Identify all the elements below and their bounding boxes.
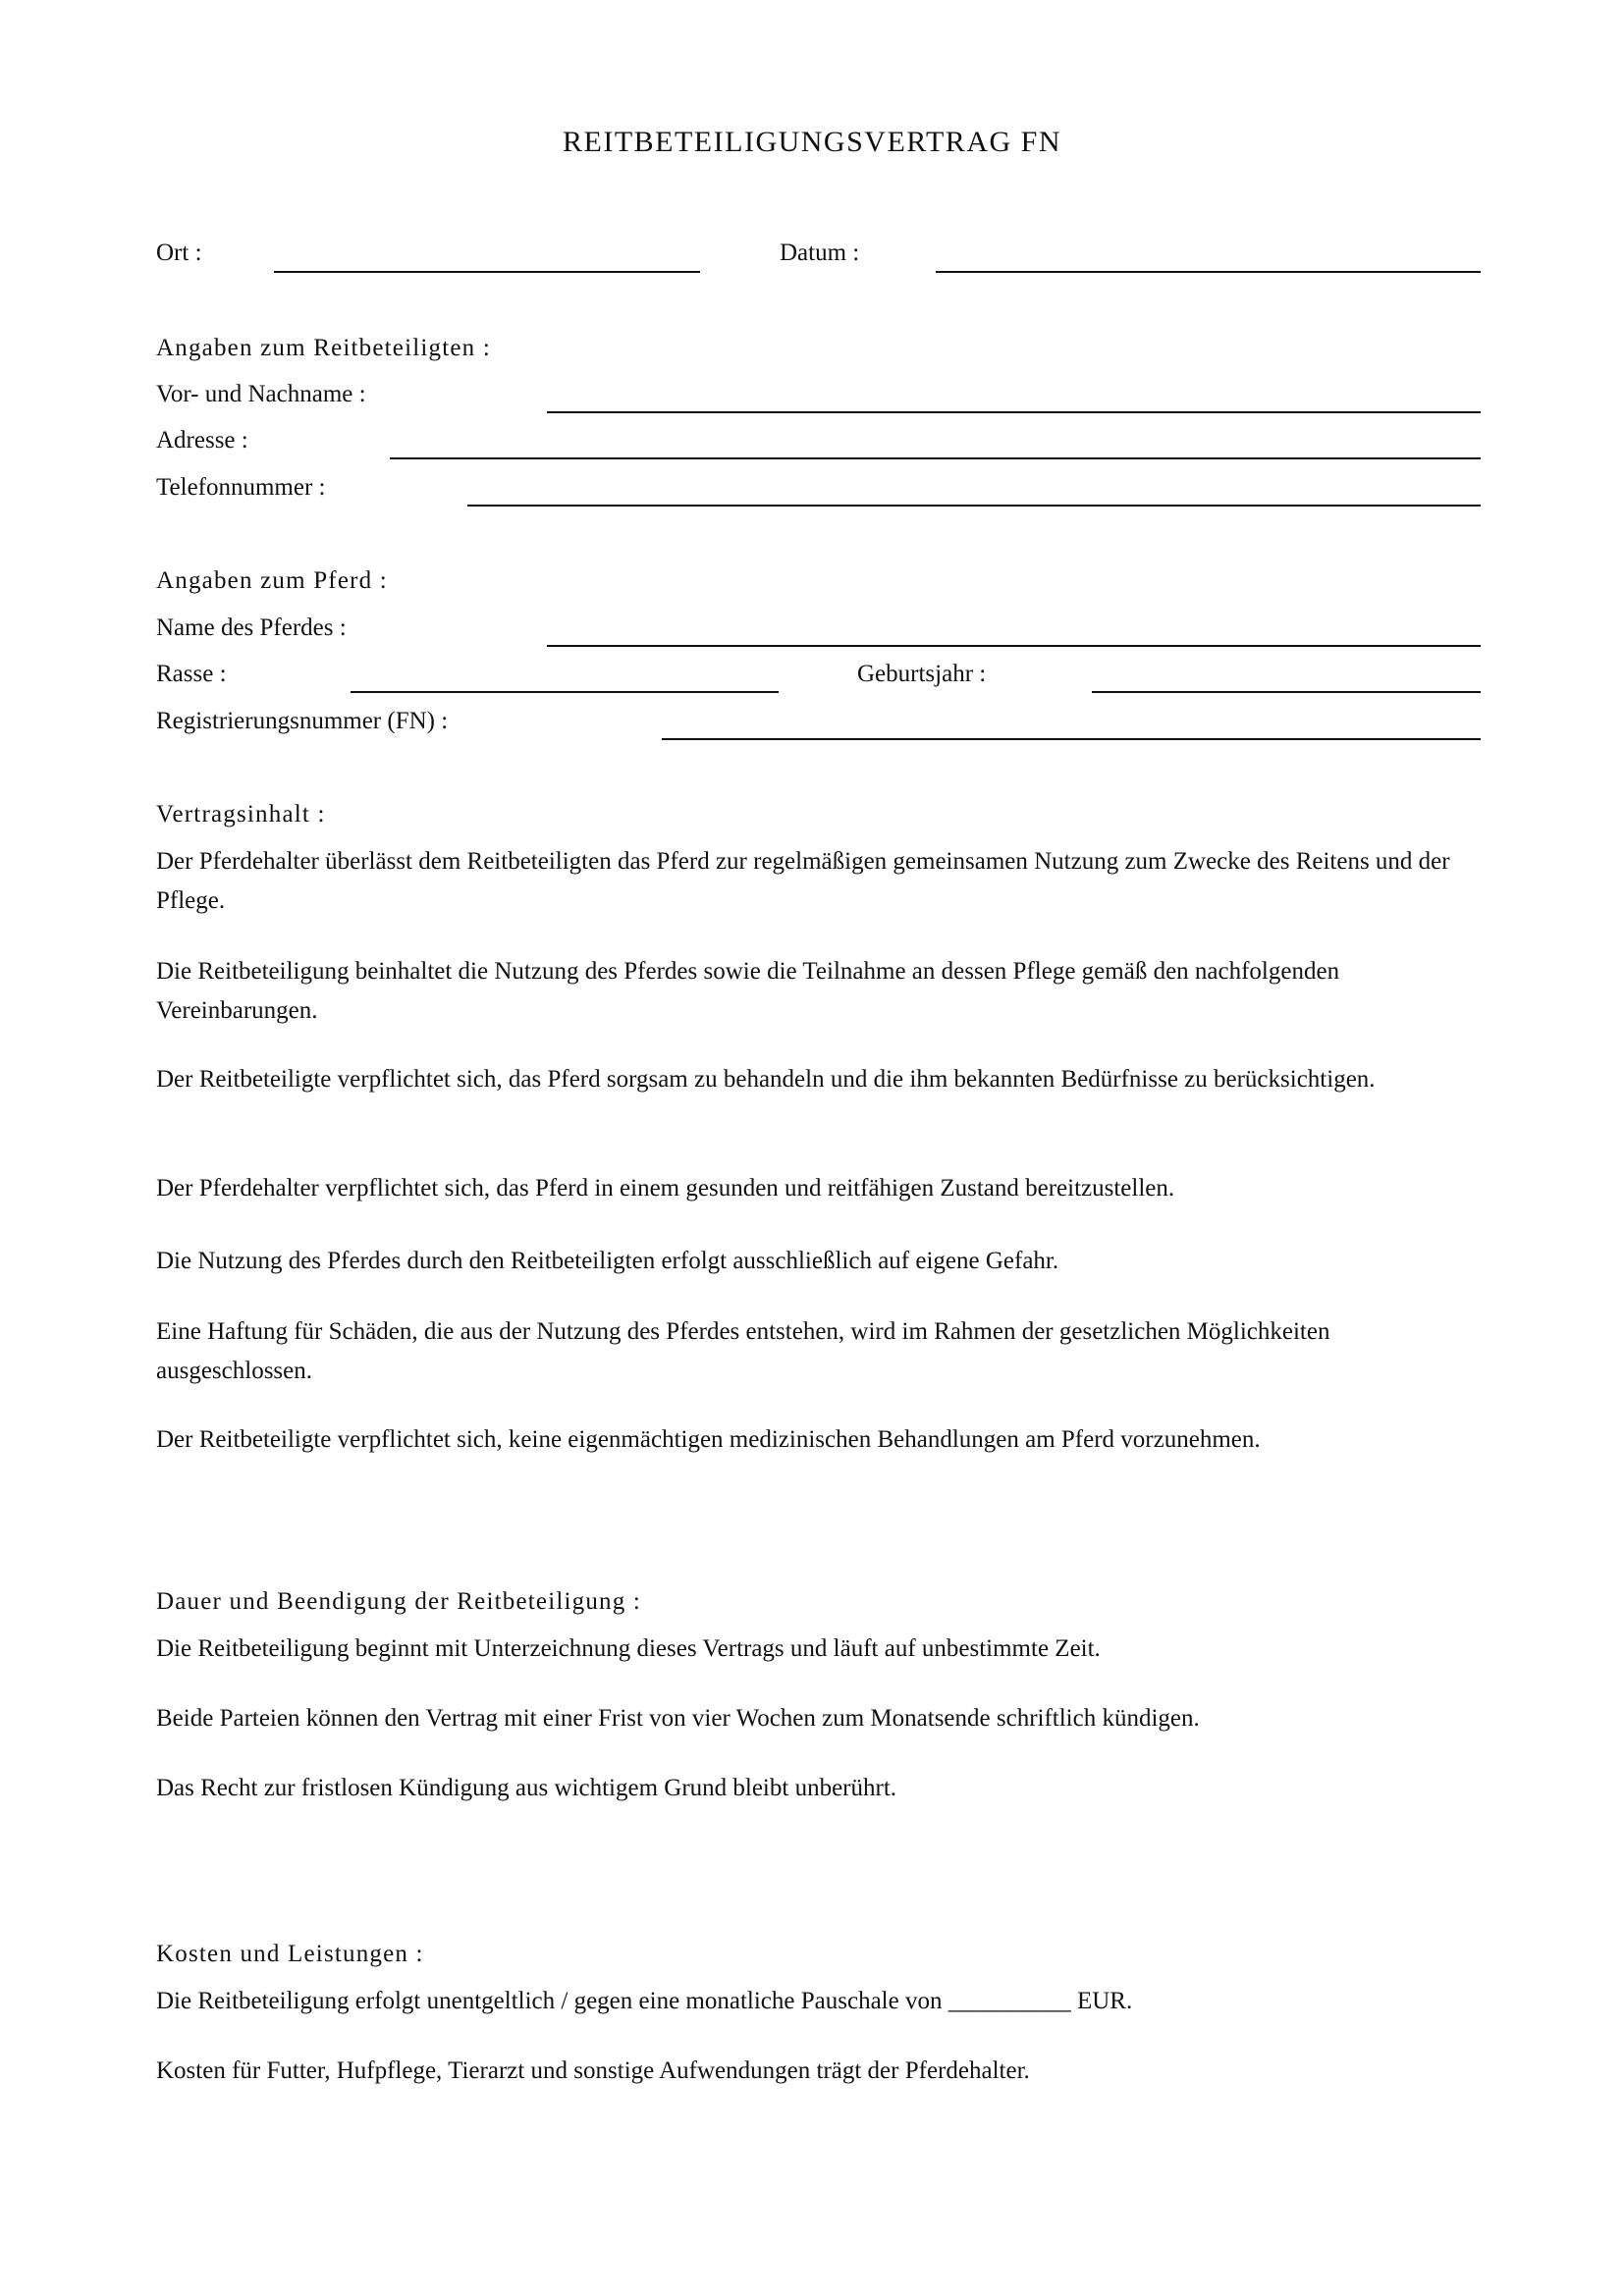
pferdename-label: Name des Pferdes :	[156, 614, 347, 641]
kosten-heading: Kosten und Leistungen :	[156, 1941, 424, 1967]
vertragsinhalt-paragraph: Die Nutzung des Pferdes durch den Reitbeteiligten erfolgt ausschließlich auf eigene Gefahr.	[156, 1248, 1059, 1274]
rasse-field-line[interactable]	[351, 691, 779, 693]
vertragsinhalt-heading: Vertragsinhalt :	[156, 801, 326, 828]
ort-label: Ort :	[156, 240, 202, 266]
kosten-paragraph: Kosten für Futter, Hufpflege, Tierarzt und sonstige Aufwendungen trägt der Pferdehalter.	[156, 2057, 1030, 2084]
telefon-label: Telefonnummer :	[156, 474, 326, 501]
registrierung-label: Registrierungsnummer (FN) :	[156, 708, 449, 734]
datum-field-line[interactable]	[936, 271, 1481, 273]
vertragsinhalt-paragraph: Der Pferdehalter überlässt dem Reitbeteiligten das Pferd zur regelmäßigen gemeinsamen Nutzung zum Zwecke des Reitens und der Pflege.	[156, 848, 1450, 914]
kosten-paragraph: Die Reitbeteiligung erfolgt unentgeltlich / gegen eine monatliche Pauschale von __________ EUR.	[156, 1988, 1133, 2014]
adresse-label: Adresse :	[156, 427, 248, 454]
rasse-label: Rasse :	[156, 661, 227, 687]
adresse-field-line[interactable]	[390, 457, 1481, 459]
vertragsinhalt-paragraph: Die Reitbeteiligung beinhaltet die Nutzung des Pferdes sowie die Teilnahme an dessen Pflege gemäß den nachfolgenden Vereinbarungen.	[156, 958, 1340, 1024]
vertragsinhalt-paragraph: Der Pferdehalter verpflichtet sich, das Pferd in einem gesunden und reitfähigen Zustand bereitzustellen.	[156, 1175, 1175, 1201]
document-title: REITBETEILIGUNGSVERTRAG FN	[563, 126, 1061, 158]
datum-label: Datum :	[780, 240, 860, 266]
telefon-field-line[interactable]	[467, 505, 1481, 507]
geburtsjahr-field-line[interactable]	[1092, 691, 1481, 693]
reitbeteiligter-heading: Angaben zum Reitbeteiligten :	[156, 335, 491, 361]
dauer-heading: Dauer und Beendigung der Reitbeteiligung :	[156, 1588, 642, 1615]
dauer-paragraph: Die Reitbeteiligung beginnt mit Unterzeichnung dieses Vertrags und läuft auf unbestimmte Zeit.	[156, 1635, 1101, 1662]
dauer-paragraph: Das Recht zur fristlosen Kündigung aus wichtigem Grund bleibt unberührt.	[156, 1775, 897, 1801]
pferd-heading: Angaben zum Pferd :	[156, 567, 388, 594]
name-field-line[interactable]	[547, 411, 1481, 413]
vertragsinhalt-paragraph: Eine Haftung für Schäden, die aus der Nutzung des Pferdes entstehen, wird im Rahmen der gesetzlichen Möglichkeiten ausgeschlossen.	[156, 1318, 1330, 1384]
vertragsinhalt-paragraph: Der Reitbeteiligte verpflichtet sich, keine eigenmächtigen medizinischen Behandlungen am Pferd vorzunehmen.	[156, 1426, 1261, 1453]
dauer-paragraph: Beide Parteien können den Vertrag mit einer Frist von vier Wochen zum Monatsende schriftlich kündigen.	[156, 1705, 1200, 1732]
geburtsjahr-label: Geburtsjahr :	[857, 661, 987, 687]
name-label: Vor- und Nachname :	[156, 381, 366, 407]
registrierung-field-line[interactable]	[662, 738, 1481, 740]
pferdename-field-line[interactable]	[547, 645, 1481, 647]
vertragsinhalt-paragraph: Der Reitbeteiligte verpflichtet sich, das Pferd sorgsam zu behandeln und die ihm bekannten Bedürfnisse zu berücksichtigen.	[156, 1066, 1376, 1093]
ort-field-line[interactable]	[274, 271, 700, 273]
